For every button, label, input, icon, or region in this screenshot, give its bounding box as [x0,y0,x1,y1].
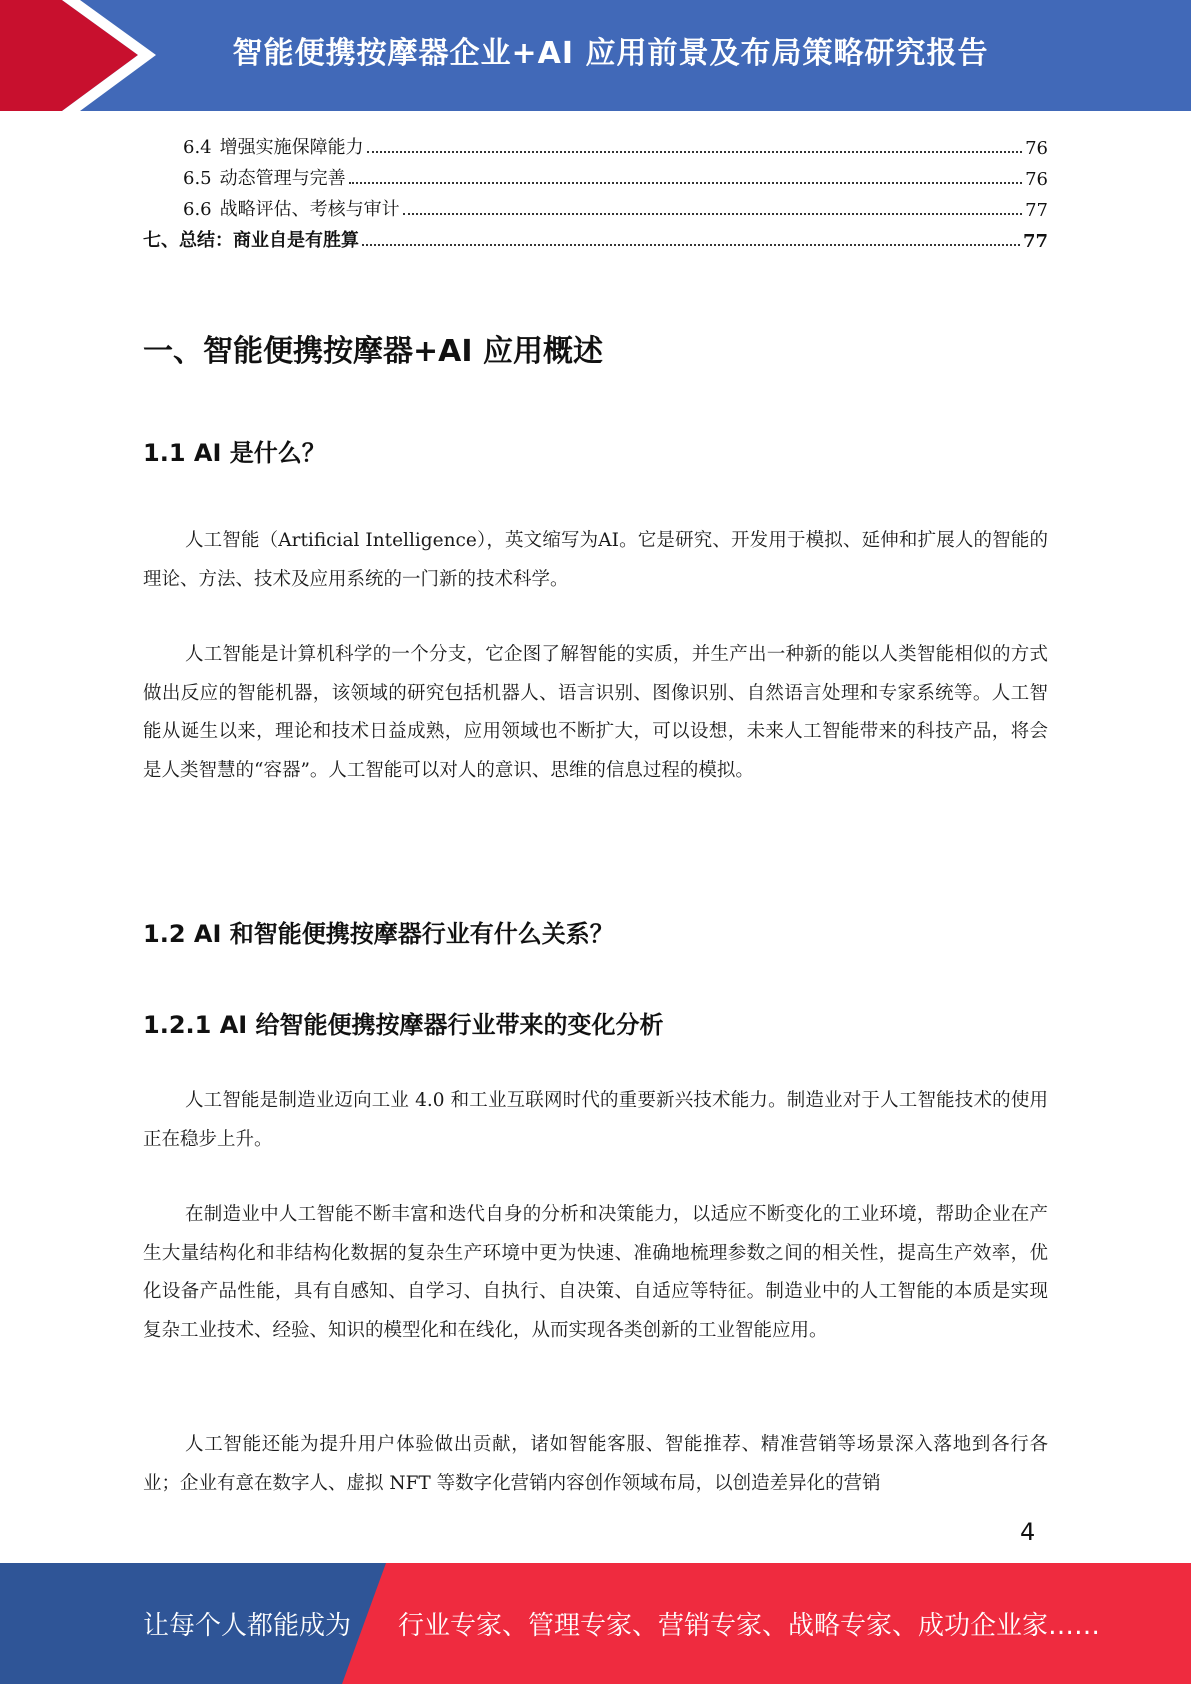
section-heading-1-2-1: 1.2.1 AI 给智能便携按摩器行业带来的变化分析 [143,1011,664,1039]
header-title: 智能便携按摩器企业+AI 应用前景及布局策略研究报告 [232,36,989,71]
toc-leader-dots [403,213,1022,215]
toc-entry-label: 动态管理与完善 [219,168,346,189]
header-red-chevron [0,0,160,111]
page-header [0,0,1191,111]
toc-entry-page: 76 [1025,169,1048,190]
toc-entry-label: 增强实施保障能力 [219,137,364,158]
toc-entry-label: 战略评估、考核与审计 [219,199,400,220]
toc-entry-number: 6.5 [183,168,212,189]
footer-slogan-left: 让每个人都能成为 [143,1611,352,1641]
footer-slogan-right: 行业专家、管理专家、营销专家、战略专家、成功企业家…… [398,1611,1101,1641]
toc-entry-chapter[interactable] [143,221,1048,252]
paragraph-ai-branch: 人工智能是计算机科学的一个分支，它企图了解智能的实质，并生产出一种新的能以人类智能相似的方式做出反应的智能机器，该领域的研究包括机器人、语言识别、图像识别、自然语言处理和专家系统等。人工智能从诞生以来，理论和技术日益成熟，应用领域也不断扩大，可以设想，未来人工智能带来的科技产品，将会是人类智慧的“容器”。人工智能可以对人的意识、思维的信息过程的模拟。 [143,644,1048,781]
paragraph-user-experience: 人工智能还能为提升用户体验做出贡献，诸如智能客服、智能推荐、精准营销等场景深入落地到各行各业；企业有意在数字人、虚拟 NFT 等数字化营销内容创作领域布局，以创造差异化的营销 [143,1434,1048,1494]
toc-entry-number: 6.4 [183,137,212,158]
toc-entry-page: 76 [1025,138,1048,159]
toc-entry[interactable] [143,190,1048,221]
toc-entry-label: 七、总结：商业自是有胜算 [143,230,359,251]
toc-entry[interactable] [143,159,1048,190]
paragraph-manufacturing-ai: 人工智能是制造业迈向工业 4.0 和工业互联网时代的重要新兴技术能力。制造业对于人工智能技术的使用正在稳步上升。 [143,1090,1048,1150]
section-heading-1-1: 1.1 AI 是什么？ [143,439,326,467]
paragraph-ai-definition: 人工智能（Artificial Intelligence），英文缩写为AI。它是研究、开发用于模拟、延伸和扩展人的智能的理论、方法、技术及应用系统的一门新的技术科学。 [143,530,1048,590]
toc-leader-dots [349,182,1022,184]
toc-leader-dots [362,244,1020,246]
toc-entry-page: 77 [1022,231,1048,252]
toc-leader-dots [367,151,1022,153]
page-number: 4 [1020,1518,1036,1546]
chapter-heading: 一、智能便携按摩器+AI 应用概述 [143,334,603,369]
paragraph-ai-in-manufacturing: 在制造业中人工智能不断丰富和迭代自身的分析和决策能力，以适应不断变化的工业环境，帮助企业在产生大量结构化和非结构化数据的复杂生产环境中更为快速、准确地梳理参数之间的相关性，提高生产效率，优化设备产品性能，具有自感知、自学习、自执行、自决策、自适应等特征。制造业中的人工智能的本质是实现复杂工业技术、经验、知识的模型化和在线化，从而实现各类创新的工业智能应用。 [143,1204,1048,1341]
page-footer [0,1563,1191,1684]
toc-entry[interactable] [143,128,1048,159]
table-of-contents [143,128,1048,252]
section-heading-1-2: 1.2 AI 和智能便携按摩器行业有什么关系？ [143,920,614,948]
toc-entry-page: 77 [1025,200,1048,221]
toc-entry-number: 6.6 [183,199,212,220]
